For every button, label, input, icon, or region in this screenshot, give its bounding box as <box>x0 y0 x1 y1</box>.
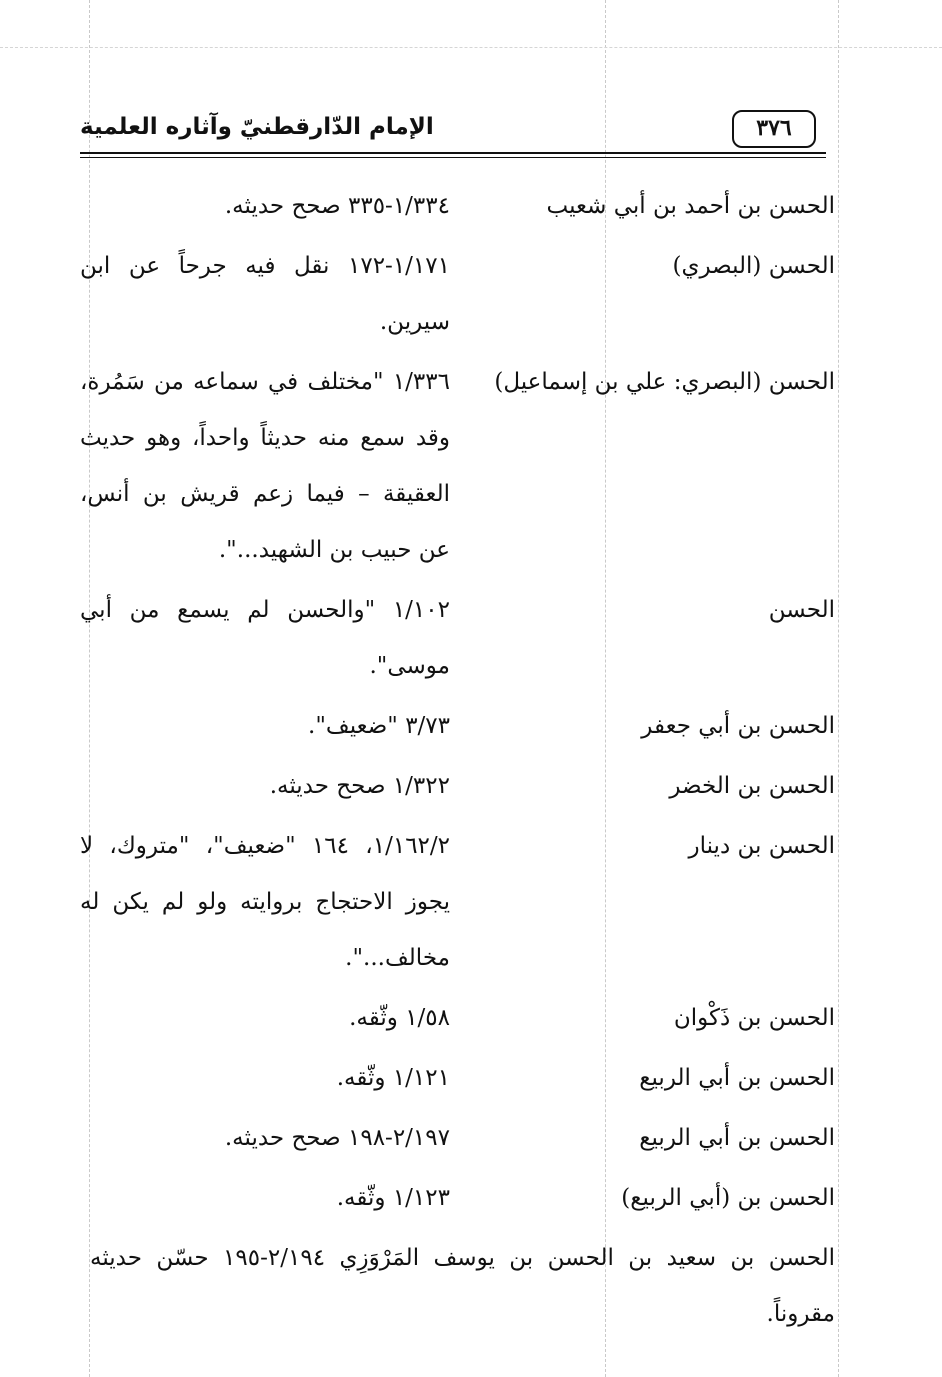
scan-guide-line <box>838 0 839 1377</box>
entry-reference: ١/٣٣٦ "مختلف في سماعه من سَمُرة، وقد سمع منه حديثاً واحداً، وهو حديث العقيقة – فيما زعم قريش بن أنس، عن حبيب بن الشهيد...". <box>80 369 450 563</box>
entry-reference: ١/١٧١-١٧٢ نقل فيه جرحاً عن ابن سيرين. <box>80 253 450 335</box>
narrator-name: الحسن (البصري: علي بن إسماعيل) <box>494 369 835 395</box>
narrator-name: الحسن بن أبي الربيع <box>639 1065 835 1091</box>
index-entry <box>80 582 835 694</box>
narrator-name: الحسن بن أحمد بن أبي شعيب <box>546 193 835 219</box>
narrator-name: الحسن بن أبي جعفر <box>641 713 835 739</box>
entry-reference: ١/٥٨ وثّقه. <box>349 1005 450 1031</box>
index-entry <box>80 354 835 578</box>
entry-reference: ١/٣٣٤-٣٣٥ صحح حديثه. <box>224 193 450 219</box>
entry-reference: ٢/١٩٧-١٩٨ صحح حديثه. <box>224 1125 450 1151</box>
narrator-name: الحسن بن (أبي الربيع) <box>621 1185 835 1211</box>
scan-guide-line <box>0 47 942 48</box>
index-entry <box>80 238 835 350</box>
index-entry <box>80 1050 835 1106</box>
index-entry <box>80 758 835 814</box>
page-header <box>80 108 826 150</box>
book-title: الإمام الدّارقطنيّ وآثاره العلمية <box>80 114 434 140</box>
index-entry <box>80 818 835 986</box>
entry-reference: ١/١٠٢ "والحسن لم يسمع من أبي موسى". <box>80 597 450 679</box>
entry-full-text: الحسن بن سعيد بن الحسن بن يوسف المَرْوَزِي ٢/١٩٤-١٩٥ حسّن حديثه مقروناً. <box>90 1245 835 1327</box>
page-number: ٣٧٦ <box>732 110 816 148</box>
header-rule-thin <box>80 157 826 158</box>
narrator-name: الحسن بن أبي الربيع <box>639 1125 835 1151</box>
index-entry-full-width <box>80 1230 835 1342</box>
index-entry <box>80 698 835 754</box>
narrator-name: الحسن <box>768 597 835 623</box>
header-rule <box>80 152 826 154</box>
index-entries <box>80 178 835 1346</box>
narrator-name: الحسن بن ذَكْوان <box>673 1005 835 1031</box>
index-entry <box>80 990 835 1046</box>
entry-reference: ٣/٧٣ "ضعيف". <box>308 713 450 739</box>
entry-reference: ١/٣٢٢ صحح حديثه. <box>269 773 450 799</box>
index-entry <box>80 1110 835 1166</box>
entry-reference: ١/١٦٢/٢، ١٦٤ "ضعيف"، "متروك، لا يجوز الاحتجاج بروايته ولو لم يكن له مخالف...". <box>80 833 450 971</box>
narrator-name: الحسن (البصري) <box>672 253 835 279</box>
narrator-name: الحسن بن الخضر <box>669 773 835 799</box>
entry-reference: ١/١٢٣ وثّقه. <box>336 1185 450 1211</box>
entry-reference: ١/١٢١ وثّقه. <box>336 1065 450 1091</box>
index-entry <box>80 1170 835 1226</box>
narrator-name: الحسن بن دينار <box>688 833 835 859</box>
index-entry <box>80 178 835 234</box>
